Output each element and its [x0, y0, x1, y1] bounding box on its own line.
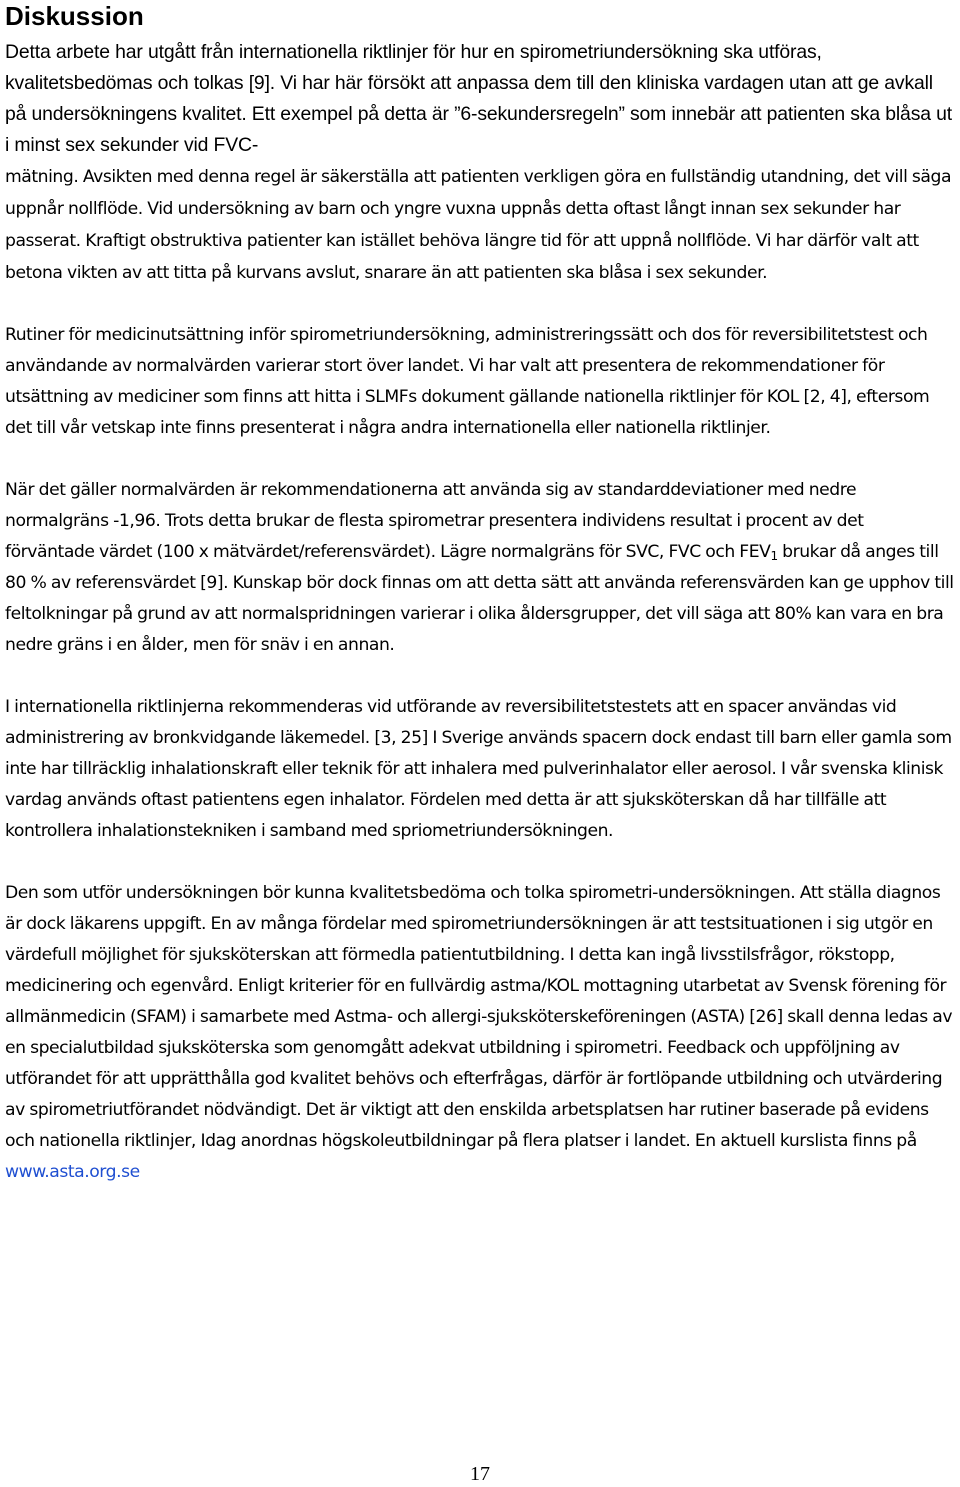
paragraph-5 [5, 878, 957, 1188]
paragraph-5-text: Den som utför undersökningen bör kunna kvalitetsbedöma och tolka spirometri-undersökningen. Att ställa diagnos är dock läkarens uppgift. En av många fördelar med spirometriundersökningen är att testsituationen i sig utgör en värdefull möjlighet för sjuksköterskan att förmedla patientutbildning. I detta kan ingå livsstilsfrågor, rökstopp, medicinering och egenvård. Enligt kriterier för en fullvärdig astma/KOL mottagning utarbetat av Svensk förening för allmänmedicin (SFAM) i samarbete med Astma- och allergi-sjuksköterskeföreningen (ASTA) [26] skall denna ledas av en specialutbildad sjuksköterska som genomgått adekvat utbildning i spirometri. Feedback och uppföljning av utförandet för att upprätthålla god kvalitet behövs och efterfrågas, därför är fortlöpande utbildning och utvärdering av spirometriutförandet nödvändigt. Det är viktigt att den enskilda arbetsplatsen har rutiner baserade på evidens och nationella riktlinjer, Idag anordnas högskoleutbildningar på flera platser i landet. En aktuell kurslista finns på [5, 883, 953, 1151]
paragraph-3 [5, 475, 957, 661]
paragraph-4: I internationella riktlinjerna rekommenderas vid utförande av reversibilitetstestets att en spacer användas vid administrering av bronkvidgande läkemedel. [3, 25] I Sverige används spacern dock endast till barn eller gamla som inte har tillräcklig inhalationskraft eller teknik för att inhalera med pulverinhalator eller aerosol. I vår svenska klinisk vardag används oftast patientens egen inhalator. Fördelen med detta är att sjuksköterskan då har tillfälle att kontrollera inhalationstekniken i samband med spriometriundersökningen. [5, 697, 952, 841]
asta-link[interactable]: www.asta.org.se [5, 1162, 140, 1182]
paragraph-3-part-a: När det gäller normalvärden är rekommendationerna att använda sig av standarddeviationer med nedre normalgräns -1,96. Trots detta brukar de flesta spirometrar presentera individens resultat i procent av det förväntade värdet (100 x mätvärdet/referensvärdet). Lägre normalgräns för SVC, FVC och FEV [5, 480, 864, 562]
paragraph-3-part-b: brukar då anges till 80 % av referensvärdet [9]. Kunskap bör dock finnas om att detta sätt att använda referensvärden kan ge upphov till feltolkningar på grund av att normalspridningen varierar i olika åldersgrupper, det vill säga att 80% kan vara en bra nedre gräns i en ålder, men för snäv i en annan. [5, 542, 954, 655]
page-number: 17 [470, 1463, 490, 1485]
paragraph-1-part-b: mätning. Avsikten med denna regel är säkerställa att patienten verkligen göra en fullständig utandning, det vill säga uppnår nollflöde. Vid undersökning av barn och yngre vuxna uppnås detta oftast långt innan sex sekunder har passerat. Kraftigt obstruktiva patienter kan istället behöva längre tid för att uppnå nollflöde. Vi har därför valt att betona vikten av att titta på kurvans avslut, snarare än att patienten ska blåsa i sex sekunder. [5, 167, 952, 283]
paragraph-1-part-a: Detta arbete har utgått från internationella riktlinjer för hur en spirometriundersökning ska utföras, kvalitetsbedömas och tolkas [9]. Vi har här försökt att anpassa dem till den kliniska vardagen utan att ge avkall på undersökningens kvalitet. Ett exempel på detta är ”6-sekundersregeln” som innebär att patienten ska blåsa ut i minst sex sekunder vid FVC- [5, 41, 952, 156]
section-heading: Diskussion [5, 1, 144, 31]
paragraph-1 [5, 37, 957, 289]
paragraph-2: Rutiner för medicinutsättning inför spirometriundersökning, administreringssätt och dos för reversibilitetstest och användande av normalvärden varierar stort över landet. Vi har valt att presentera de rekommendationer för utsättning av mediciner som finns att hitta i SLMFs dokument gällande nationella riktlinjer för KOL [2, 4], eftersom det till vår vetskap inte finns presenterat i några andra internationella eller nationella riktlinjer. [5, 325, 930, 438]
fev-subscript: 1 [770, 549, 778, 563]
document-page [5, 0, 957, 1188]
